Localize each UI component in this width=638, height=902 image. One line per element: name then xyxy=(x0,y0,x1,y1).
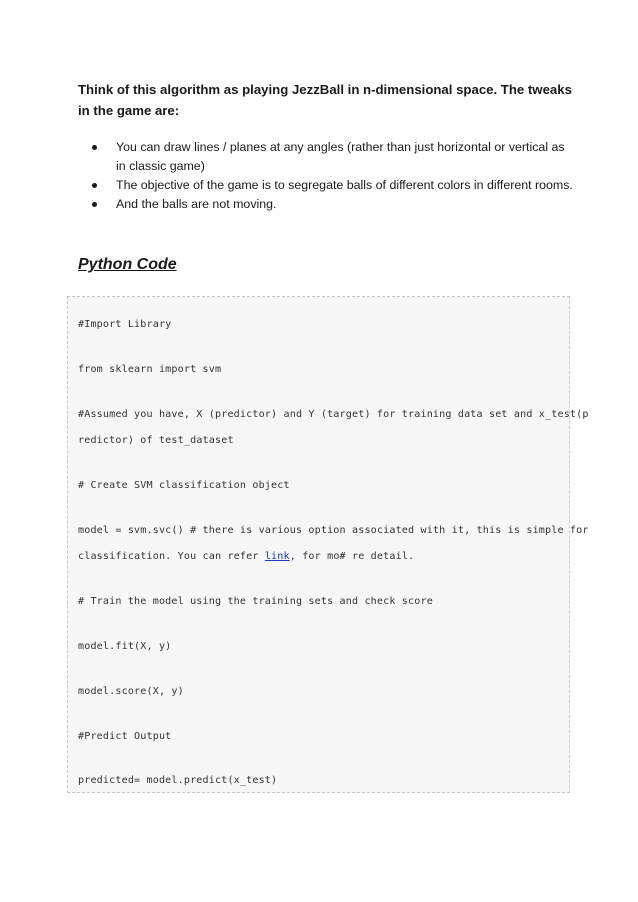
bullet-icon xyxy=(92,183,97,188)
intro-line-2: in the game are: xyxy=(78,103,180,118)
code-line: model = svm.svc() # there is various option associated with it, this is simple for xyxy=(78,525,589,536)
list-item-line: The objective of the game is to segregate balls of different colors in different rooms. xyxy=(116,178,573,192)
code-text: classification. You can refer xyxy=(78,551,265,562)
code-line: # Train the model using the training sets and check score xyxy=(78,596,433,607)
code-line: redictor) of test_dataset xyxy=(78,435,234,446)
code-line: predicted= model.predict(x_test) xyxy=(78,775,278,786)
code-line: # Create SVM classification object xyxy=(78,480,290,491)
bullet-icon xyxy=(92,145,97,150)
list-item-line: in classic game) xyxy=(116,159,205,173)
list-item xyxy=(78,195,568,214)
code-line: #Assumed you have, X (predictor) and Y (target) for training data set and x_test(p xyxy=(78,409,589,420)
code-line xyxy=(78,551,414,562)
reference-link[interactable]: link xyxy=(264,551,290,562)
code-line: from sklearn import svm xyxy=(78,364,222,375)
code-line: model.fit(X, y) xyxy=(78,641,172,652)
tweaks-list xyxy=(78,138,573,214)
section-heading: Python Code xyxy=(78,256,177,273)
intro-paragraph xyxy=(78,79,572,121)
code-text: , for mo# re detail. xyxy=(289,551,415,562)
list-item-line: And the balls are not moving. xyxy=(116,197,277,211)
bullet-icon xyxy=(92,202,97,207)
intro-line-1: Think of this algorithm as playing JezzBall in n-dimensional space. The tweaks xyxy=(78,82,572,97)
code-line: #Import Library xyxy=(78,319,172,330)
list-item xyxy=(78,138,568,176)
list-item xyxy=(78,176,573,195)
list-item-line: You can draw lines / planes at any angles (rather than just horizontal or vertical as xyxy=(116,140,565,154)
code-block xyxy=(67,296,589,793)
code-line: #Predict Output xyxy=(78,731,172,742)
code-line: model.score(X, y) xyxy=(78,686,184,697)
